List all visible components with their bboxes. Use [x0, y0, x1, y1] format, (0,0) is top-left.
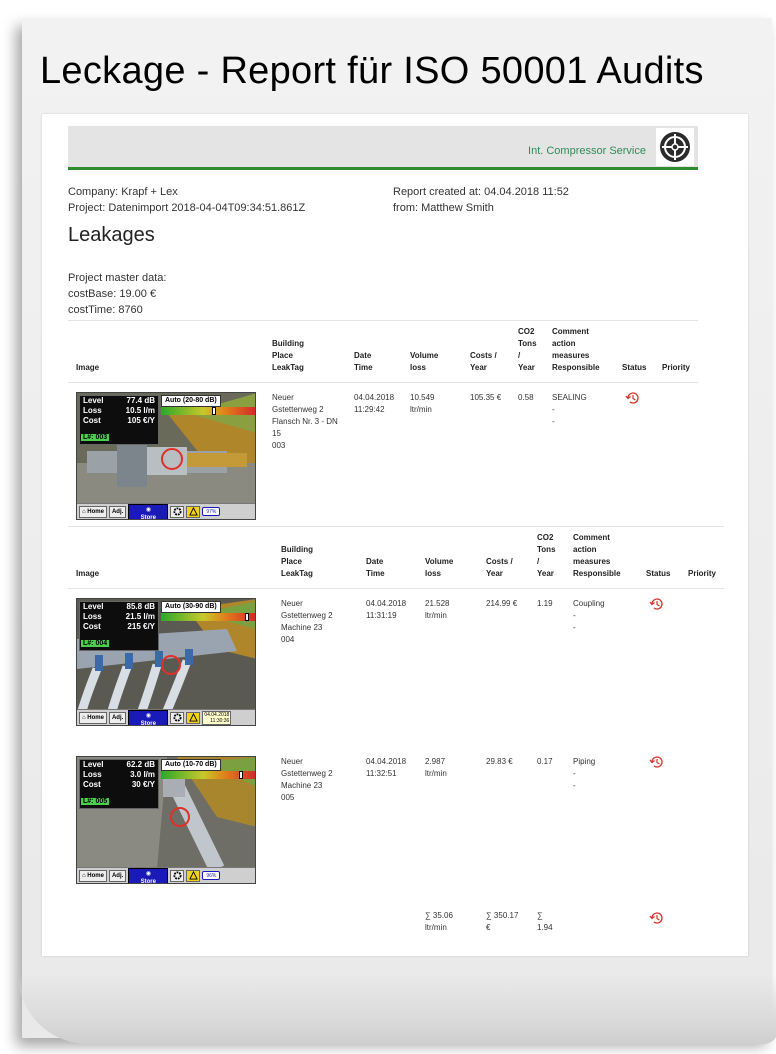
status-history-icon[interactable]	[649, 596, 665, 612]
home-button[interactable]: ⌂ Home	[79, 506, 107, 518]
measurement-panel: Level 62.2 dB Loss 3.0 l/m Cost 30 €/Y L#: 005	[79, 759, 159, 809]
warning-icon[interactable]	[186, 506, 200, 518]
date-cell: 04.04.2018 11:32:51	[366, 757, 407, 778]
header-divider	[68, 588, 724, 589]
mode-label: Auto (20-80 dB)	[161, 395, 221, 407]
measurement-panel: Level 85.8 dB Loss 21.5 l/m Cost 215 €/Y L#: 004	[79, 601, 159, 651]
level-bar	[161, 771, 255, 779]
total-costs: ∑ 350.17 €	[486, 911, 519, 932]
company-name: Int. Compressor Service	[528, 145, 646, 157]
section-title: Leakages	[68, 224, 155, 246]
status-history-icon[interactable]	[625, 390, 641, 406]
comment-cell: Piping - -	[573, 757, 596, 790]
level-bar	[161, 407, 255, 415]
col-comment: Comment action measures Responsible	[573, 533, 621, 578]
mode-label: Auto (30-90 dB)	[161, 601, 221, 613]
project-line: Project: Datenimport 2018-04-04T09:34:51.861Z	[68, 202, 306, 214]
store-button[interactable]: ◉ Store	[128, 710, 168, 726]
building-cell: Neuer Gstettenweg 2 Machine 23 005	[281, 757, 333, 802]
battery-indicator: 96%	[202, 871, 220, 880]
volume-cell: 10.549 ltr/min	[410, 393, 435, 414]
battery-indicator: 97%	[202, 507, 220, 516]
costs-cell: 214.99 €	[486, 599, 518, 608]
home-button[interactable]: ⌂ Home	[79, 870, 107, 882]
level-bar	[161, 613, 255, 621]
volume-cell: 2.987 ltr/min	[425, 757, 447, 778]
crosshair-logo-icon	[656, 128, 694, 166]
building-cell: Neuer Gstettenweg 2 Machine 23 004	[281, 599, 333, 644]
leak-tag-badge: L#: 003	[83, 434, 108, 441]
camera-toolbar	[77, 503, 256, 519]
building-cell: Neuer Gstettenweg 2 Flansch Nr. 3 - DN 15 003	[272, 393, 338, 450]
store-button[interactable]: ◉ Store	[128, 504, 168, 520]
level-needle	[245, 613, 249, 621]
co2-cell: 0.58	[518, 393, 534, 402]
comment-cell: Coupling - -	[573, 599, 605, 632]
adjust-button[interactable]: Adj.	[109, 870, 126, 882]
report-header	[68, 126, 698, 170]
warning-icon[interactable]	[186, 870, 200, 882]
level-needle	[212, 407, 216, 415]
col-comment: Comment action measures Responsible	[552, 327, 600, 372]
measurement-panel: Level 77.4 dB Loss 10.5 l/m Cost 105 €/Y L#: 003	[79, 395, 159, 445]
costs-cell: 105.35 €	[470, 393, 502, 402]
header-divider	[68, 382, 698, 383]
created-line: Report created at: 04.04.2018 11:52	[393, 186, 569, 198]
adjust-button[interactable]: Adj.	[109, 712, 126, 724]
gear-icon[interactable]	[170, 712, 184, 724]
col-date: Date Time	[354, 351, 373, 372]
leak-photo[interactable]	[76, 598, 256, 726]
col-status: Status	[646, 569, 671, 578]
col-volume: Volume loss	[410, 351, 439, 372]
co2-cell: 0.17	[537, 757, 553, 766]
report-page	[42, 114, 748, 956]
camera-toolbar	[77, 867, 256, 883]
col-date: Date Time	[366, 557, 385, 578]
camera-toolbar	[77, 709, 256, 725]
warning-icon[interactable]	[186, 712, 200, 724]
mode-label: Auto (10-70 dB)	[161, 759, 221, 771]
meta-left	[68, 184, 305, 216]
datetime-display: 04.04.2018 11:30:36	[204, 711, 230, 724]
col-co2: CO2 Tons / Year	[537, 533, 556, 578]
status-history-icon[interactable]	[649, 754, 665, 770]
comment-cell: SEALING - -	[552, 393, 587, 426]
status-history-icon[interactable]	[649, 910, 665, 926]
costs-cell: 29.83 €	[486, 757, 513, 766]
leak-photo[interactable]	[76, 392, 256, 520]
col-co2: CO2 Tons / Year	[518, 327, 537, 372]
col-priority: Priority	[688, 569, 717, 578]
meta-right	[393, 184, 569, 216]
col-status: Status	[622, 363, 647, 372]
author-line: from: Matthew Smith	[393, 202, 494, 214]
col-volume: Volume loss	[425, 557, 454, 578]
col-image: Image	[76, 569, 100, 578]
col-building: Building Place LeakTag	[281, 545, 313, 578]
col-priority: Priority	[662, 363, 691, 372]
co2-cell: 1.19	[537, 599, 553, 608]
col-image: Image	[76, 363, 100, 372]
company-line: Company: Krapf + Lex	[68, 186, 178, 198]
total-volume: ∑ 35.06 ltr/min	[425, 911, 453, 932]
volume-cell: 21.528 ltr/min	[425, 599, 450, 620]
leak-photo[interactable]	[76, 756, 256, 884]
col-building: Building Place LeakTag	[272, 339, 304, 372]
col-costs: Costs / Year	[486, 557, 513, 578]
page-title: Leckage - Report für ISO 50001 Audits	[40, 50, 704, 92]
master-label: Project master data:	[68, 272, 167, 284]
cost-base: costBase: 19.00 €	[68, 288, 157, 300]
total-co2: ∑ 1.94	[537, 911, 553, 932]
project-master-data	[68, 270, 166, 318]
leak-tag-badge: L#: 004	[83, 640, 108, 647]
cost-time: costTime: 8760	[68, 304, 143, 316]
col-costs: Costs / Year	[470, 351, 497, 372]
gear-icon[interactable]	[170, 870, 184, 882]
divider	[68, 526, 724, 527]
level-needle	[239, 771, 243, 779]
home-button[interactable]: ⌂ Home	[79, 712, 107, 724]
date-cell: 04.04.2018 11:29:42	[354, 393, 395, 414]
date-cell: 04.04.2018 11:31:19	[366, 599, 407, 620]
gear-icon[interactable]	[170, 506, 184, 518]
divider	[68, 320, 698, 321]
store-button[interactable]: ◉ Store	[128, 868, 168, 884]
adjust-button[interactable]: Adj.	[109, 506, 126, 518]
leak-tag-badge: L#: 005	[83, 798, 108, 805]
